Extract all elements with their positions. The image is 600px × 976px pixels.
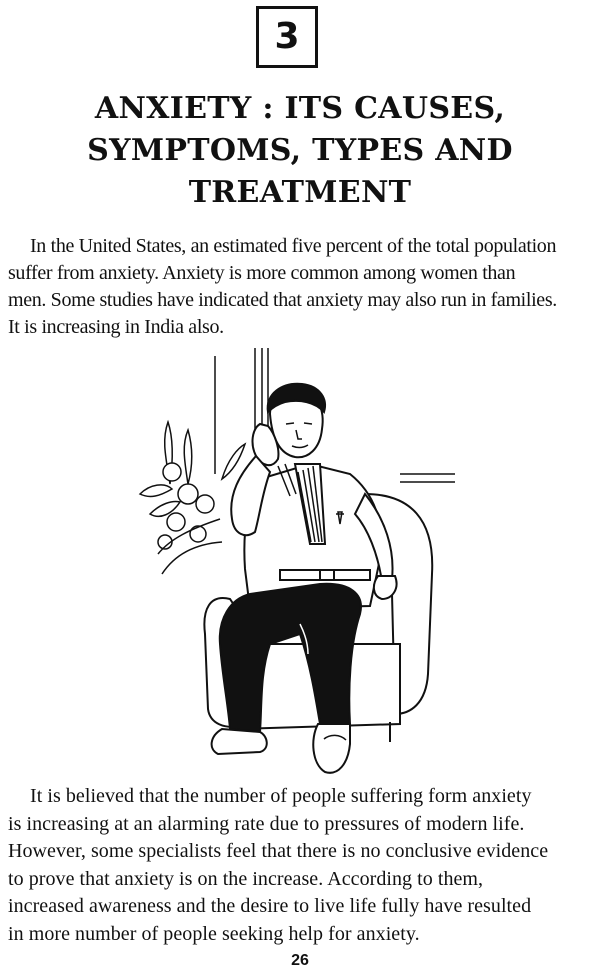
paragraph-line: increased awareness and the desire to live life fully have resulted [8,895,532,917]
paragraph-line: It is believed that the number of people suffering form anxiety [30,785,532,807]
paragraph-line: In the United States, an estimated five percent of the total population [30,235,557,257]
paragraph-line: to prove that anxiety is on the increase. According to them, [8,867,484,890]
chapter-number-box [256,6,318,68]
chapter-title-line: TREATMENT [188,175,412,210]
chapter-title [0,88,600,214]
paragraph-line: However, some specialists feel that there is no conclusive evidence [8,840,549,862]
intro-paragraph [8,233,596,341]
paragraph-line: is increasing at an alarming rate due to pressures of modern life. [8,812,525,835]
chapter-title-line: ANXIETY : ITS CAUSES, [94,91,506,126]
paragraph-line: It is increasing in India also. [8,316,224,338]
paragraph-line: suffer from anxiety. Anxiety is more common among women than [8,262,516,284]
page-number: 26 [291,952,309,969]
paragraph-line: in more number of people seeking help for anxiety. [8,922,420,945]
flower-plant [140,422,245,574]
chapter-title-line: SYMPTOMS, TYPES AND [87,133,513,168]
chapter-number: 3 [274,16,300,57]
paragraph-line: men. Some studies have indicated that anxiety may also run in families. [8,289,557,311]
anxious-man-in-armchair-illustration [110,344,470,780]
body-paragraph [8,783,598,948]
